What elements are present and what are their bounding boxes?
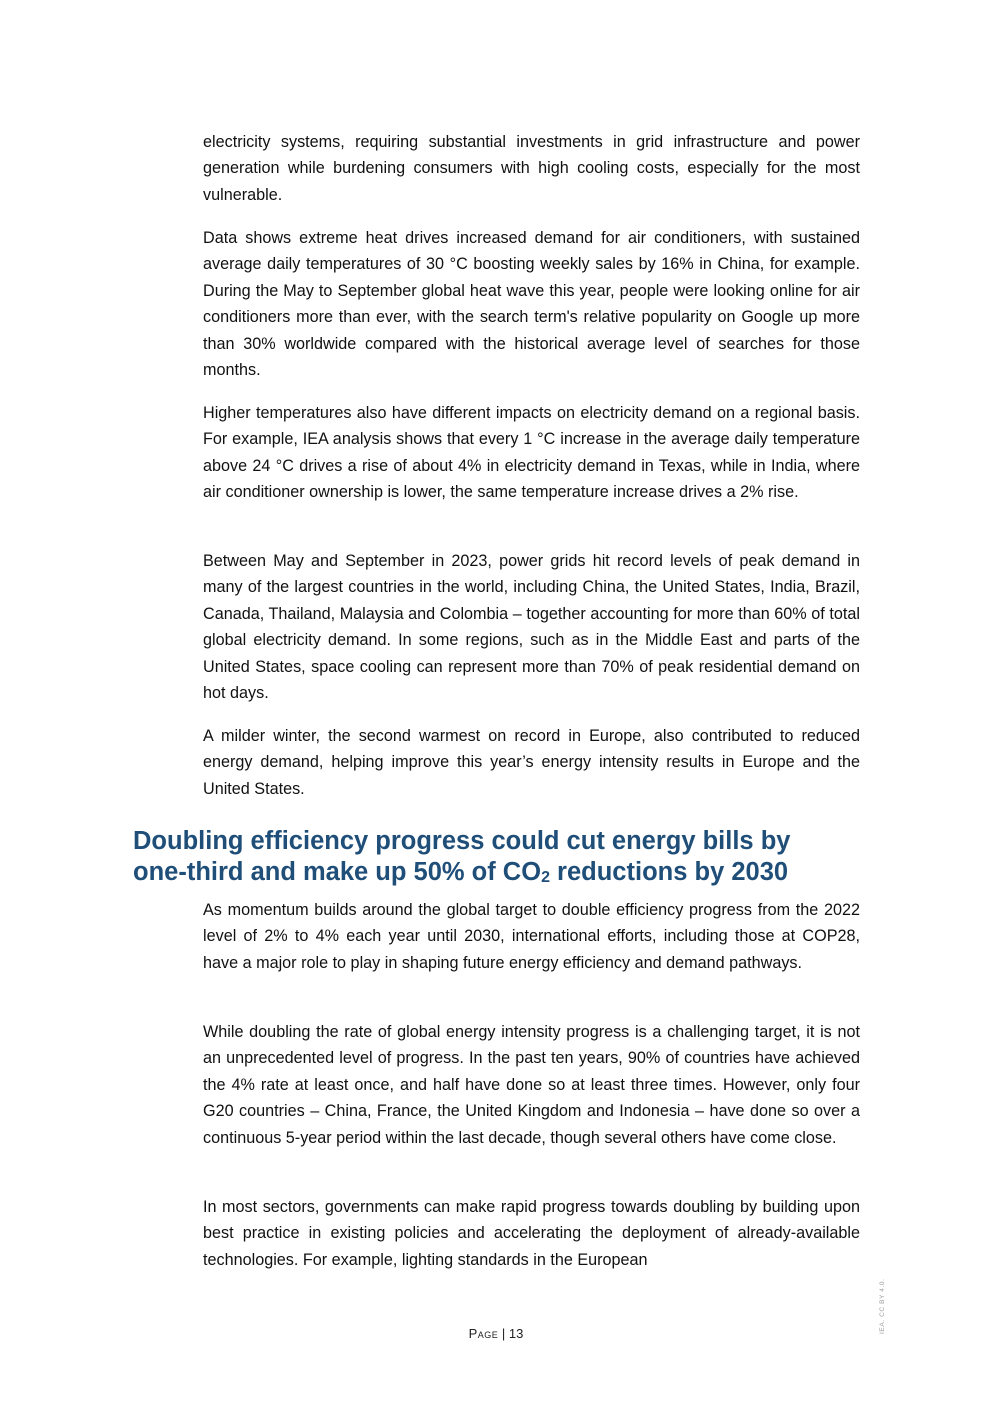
paragraph-7: While doubling the rate of global energy intensity progress is a challenging target, it is not an unprecedented level of progress. In the past ten years, 90% of countries have achieved the 4% rate at least once, and half have done so at least three times. However, only four G20 countries – China, France, the United Kingdom and Indonesia – have done so over a continuous 5-year period within the last decade, though several others have come close. [203, 1023, 860, 1147]
heading-line-2-start: one-third and make up 50% of CO [133, 858, 542, 886]
heading-line-2-end: reductions by 2030 [549, 858, 789, 886]
heading-line-1: Doubling efficiency progress could cut energy bills by [133, 827, 791, 855]
license-watermark: IEA. CC BY 4.0. [879, 1278, 886, 1334]
paragraph-1: electricity systems, requiring substantial investments in grid infrastructure and power generation while burdening consumers with high cooling costs, especially for the most vulnerable. [203, 133, 860, 204]
page-separator: | [498, 1326, 509, 1341]
page-footer [0, 1326, 992, 1341]
paragraph-4: Between May and September in 2023, power grids hit record levels of peak demand in many of the largest countries in the world, including China, the United States, India, Brazil, Canada, Thailand, Malaysia and Colombia – together accounting for more than 60% of total global electricity demand. In some regions, such as in the Middle East and parts of the United States, space cooling can represent more than 70% of peak residential demand on hot days. [203, 552, 860, 703]
page-number: 13 [508, 1326, 524, 1341]
page-label: Page [468, 1326, 499, 1341]
paragraph-3: Higher temperatures also have different impacts on electricity demand on a regional basis. For example, IEA analysis shows that every 1 °C increase in the average daily temperature above 24 °C drives a rise of about 4% in electricity demand in Texas, while in India, where air conditioner ownership is lower, the same temperature increase drives a 2% rise. [203, 404, 860, 502]
section-heading [133, 826, 893, 888]
paragraph-5: A milder winter, the second warmest on record in Europe, also contributed to reduced energy demand, helping improve this year’s energy intensity results in Europe and the United States. [203, 727, 860, 798]
paragraph-6: As momentum builds around the global target to double efficiency progress from the 2022 level of 2% to 4% each year until 2030, international efforts, including those at COP28, have a major role to play in shaping future energy efficiency and demand pathways. [203, 901, 860, 972]
paragraph-8: In most sectors, governments can make rapid progress towards doubling by building upon best practice in existing policies and accelerating the deployment of already-available technologies. For example, lighting standards in the European [203, 1198, 860, 1269]
paragraph-2: Data shows extreme heat drives increased demand for air conditioners, with sustained average daily temperatures of 30 °C boosting weekly sales by 16% in China, for example. During the May to September global heat wave this year, people were looking online for air conditioners more than ever, with the search term's relative popularity on Google up more than 30% worldwide compared with the historical average level of searches for those months. [203, 229, 860, 380]
heading-subscript: 2 [541, 869, 550, 886]
